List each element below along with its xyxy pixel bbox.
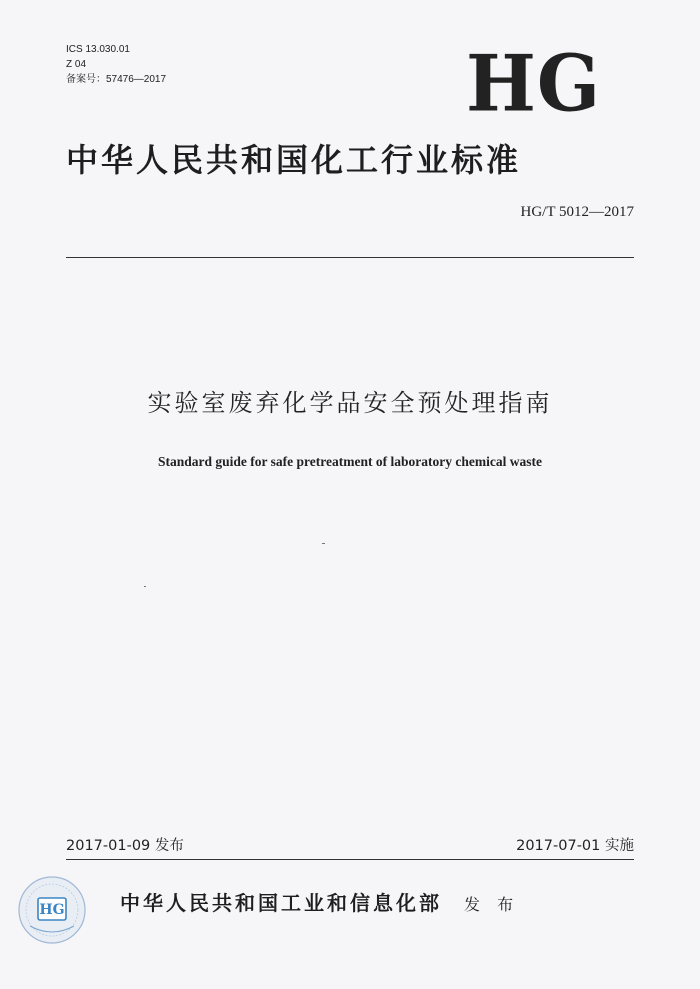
record-number: 备案号：57476—2017 — [66, 74, 167, 85]
top-divider — [66, 257, 634, 258]
document-title-en: Standard guide for safe pretreatment of laboratory chemical waste — [158, 454, 542, 469]
bottom-divider — [66, 859, 634, 860]
hg-logo: HG — [466, 38, 602, 130]
publisher-name: 中华人民共和国工业和信息化部 — [120, 891, 442, 915]
document-title-cn: 实验室废弃化学品安全预处理指南 — [147, 389, 553, 417]
classification-block — [66, 42, 166, 87]
print-speck — [322, 543, 325, 544]
seal-text: HG — [39, 902, 65, 918]
standard-number: HG/T 5012—2017 — [520, 204, 634, 220]
ccs-code: Z 04 — [66, 59, 87, 70]
standard-category-title: 中华人民共和国化工行业标准 — [66, 141, 522, 179]
date-row — [66, 836, 634, 858]
publisher-line — [120, 888, 519, 920]
ics-code: ICS 13.030.01 — [66, 44, 130, 55]
publish-action: 发 布 — [464, 895, 520, 914]
print-speck — [144, 586, 146, 587]
implementation-date: 2017-07-01 实施 — [516, 838, 634, 854]
seal-icon — [16, 874, 88, 946]
issue-date: 2017-01-09 发布 — [66, 838, 184, 854]
